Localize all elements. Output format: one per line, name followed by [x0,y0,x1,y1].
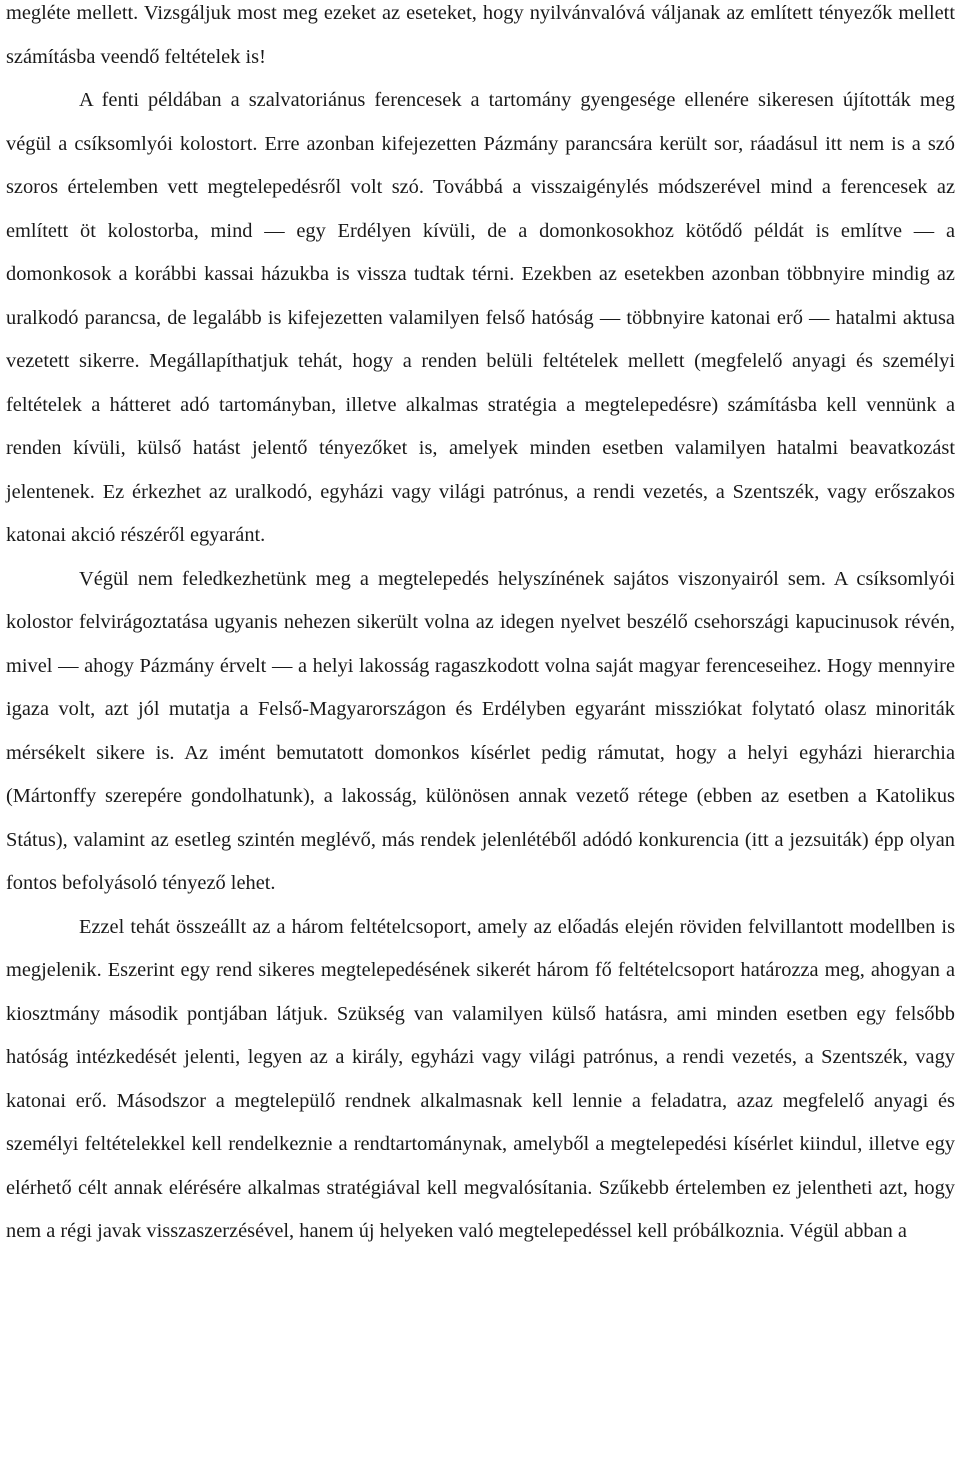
paragraph-1: meglétе mellett. Vizsgáljuk most meg ezeket az eseteket, hogy nyilvánvalóvá váljanak az említett tényezők mellett számításba veendő feltételek is! [6,2,955,68]
paragraph-2: A fenti példában a szalvatoriánus ferencesek a tartomány gyengesége ellenére sikeresen újították meg végül a csíksomlyói kolostort. Erre azonban kifejezetten Pázmány parancsára került sor, ráadásul itt nem is a szó szoros értelemben vett megtelepedésről volt szó. Továbbá a visszaigénylés módszerével mind a ferencesek az említett öt kolostorba, mind — egy Erdélyen kívüli, de a domonkosokhoz kötődő példát is említve — a domonkosok a korábbi kassai házukba is vissza tudtak térni. Ezekben az esetekben azonban többnyire mindig az uralkodó parancsa, de legalább is kifejezetten valamilyen felső hatóság — többnyire katonai erő — hatalmi aktusa vezetett sikerre. Megállapíthatjuk tehát, hogy a renden belüli feltételek mellett (megfelelő anyagi és személyi feltételek a hátteret adó tartományban, illetve alkalmas stratégia a megtelepedésre) számításba kell vennünk a renden kívüli, külső hatást jelentő tényezőket is, amelyek minden esetben valamilyen hatalmi beavatkozást jelentenek. Ez érkezhet az uralkodó, egyházi vagy világi patrónus, a rendi vezetés, a Szentszék, vagy erőszakos katonai akció részéről egyaránt. [6,89,955,546]
document-page [6,0,955,1254]
paragraph-3: Végül nem feledkezhetünk meg a megtelepedés helyszínének sajátos viszonyairól sem. A csíksomlyói kolostor felvirágoztatása ugyanis nehezen sikerült volna az idegen nyelvet beszélő csehországi kapucinusok révén, mivel — ahogy Pázmány érvelt — a helyi lakosság ragaszkodott volna saját magyar ferenceseihez. Hogy mennyire igaza volt, azt jól mutatja a Felső-Magyarországon és Erdélyben egyaránt missziókat folytató olasz minoriták mérsékelt sikere is. Az imént bemutatott domonkos kísérlet pedig rámutat, hogy a helyi egyházi hierarchia (Mártonffy szerepére gondolhatunk), a lakosság, különösen annak vezető rétege (ebben az esetben a Katolikus Státus), valamint az esetleg szintén meglévő, más rendek jelenlétéből adódó konkurencia (itt a jezsuiták) épp olyan fontos befolyásoló tényező lehet. [6,567,955,894]
paragraph-4: Ezzel tehát összeállt az a három feltételcsoport, amely az előadás elején röviden felvillantott modellben is megjelenik. Eszerint egy rend sikeres megtelepedésének sikerét három fő feltételcsoport határozza meg, ahogyan a kiosztmány második pontjában látjuk. Szükség van valamilyen külső hatásra, ami minden esetben egy felsőbb hatóság intézkedését jelenti, legyen az a király, egyházi vagy világi patrónus, a rendi vezetés, a Szentszék, vagy katonai erő. Másodszor a megtelepülő rendnek alkalmasnak kell lennie a feladatra, azaz megfelelő anyagi és személyi feltételekkel kell rendelkeznie a rendtartománynak, amelyből a megtelepedési kísérlet kiindul, illetve egy elérhető célt annak elérésére alkalmas stratégiával kell megvalósítania. Szűkebb értelemben ez jelentheti azt, hogy nem a régi javak visszaszerzésével, hanem új helyeken való megtelepedéssel kell próbálkoznia. Végül abban a [6,915,955,1242]
